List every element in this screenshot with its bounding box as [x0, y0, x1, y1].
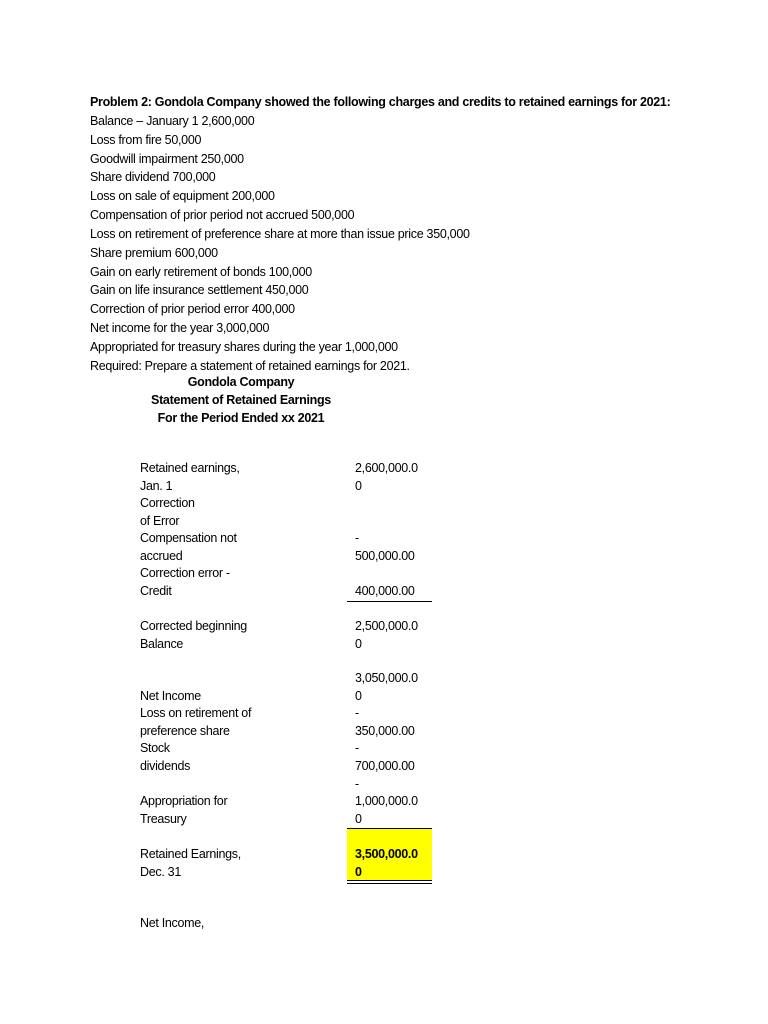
row-amount: 3,050,000.0 — [355, 671, 418, 685]
underline-rule — [347, 828, 432, 829]
row-label: Loss on retirement of — [140, 706, 252, 720]
row-dash: - — [355, 706, 359, 720]
row-label: preference share — [140, 724, 230, 738]
problem-item: Loss on retirement of preference share at more than issue price 350,000 — [90, 226, 470, 241]
statement-company: Gondola Company — [187, 375, 295, 389]
problem-item: Share dividend 700,000 — [90, 170, 216, 185]
statement-title: Statement of Retained Earnings — [151, 393, 331, 407]
row-label: Retained earnings, — [140, 461, 240, 475]
row-label: Treasury — [140, 812, 187, 826]
row-amount: 2,600,000.0 — [355, 461, 418, 475]
row-label: accrued — [140, 549, 183, 563]
row-amount: 2,500,000.0 — [355, 619, 418, 633]
row-label: of Error — [140, 514, 180, 528]
problem-item: Balance – January 1 2,600,000 — [90, 113, 255, 128]
row-dash: - — [355, 741, 359, 755]
problem-item: Gain on life insurance settlement 450,000 — [90, 283, 309, 298]
row-label: Balance — [140, 637, 184, 651]
underline-rule — [347, 601, 432, 602]
row-label: Correction — [140, 496, 195, 510]
row-amount: 0 — [355, 479, 362, 493]
problem-item: Correction of prior period error 400,000 — [90, 302, 295, 317]
problem-text — [90, 93, 750, 376]
row-label: Compensation not — [140, 531, 237, 545]
row-label: Stock — [140, 741, 170, 755]
row-amount: 350,000.00 — [355, 724, 415, 738]
row-amount: 400,000.00 — [355, 584, 415, 598]
problem-title: Problem 2: Gondola Company showed the following charges and credits to retained earnings for 2021: — [90, 95, 671, 109]
row-label: Dec. 31 — [140, 865, 181, 879]
problem-item: Appropriated for treasury shares during the year 1,000,000 — [90, 339, 398, 354]
problem-item: Loss on sale of equipment 200,000 — [90, 189, 275, 204]
row-amount: 0 — [355, 812, 362, 826]
problem-item: Compensation of prior period not accrued 500,000 — [90, 208, 355, 223]
row-label: Jan. 1 — [140, 479, 173, 493]
row-label: Appropriation for — [140, 794, 228, 808]
row-amount: 0 — [355, 689, 362, 703]
row-amount: 700,000.00 — [355, 759, 415, 773]
problem-item: Gain on early retirement of bonds 100,000 — [90, 264, 312, 279]
row-amount: 0 — [355, 637, 362, 651]
row-label: Retained Earnings, — [140, 847, 241, 861]
row-label: Net Income, — [140, 916, 205, 930]
row-label: Corrected beginning — [140, 619, 247, 633]
row-dash: - — [355, 531, 359, 545]
problem-item: Net income for the year 3,000,000 — [90, 321, 270, 336]
row-label: Credit — [140, 584, 172, 598]
problem-item: Loss from fire 50,000 — [90, 132, 202, 147]
row-amount: 500,000.00 — [355, 549, 415, 563]
row-label: Net Income — [140, 689, 201, 703]
problem-required: Required: Prepare a statement of retained earnings for 2021. — [90, 358, 410, 373]
problem-item: Share premium 600,000 — [90, 245, 218, 260]
total-amount: 3,500,000.0 — [355, 847, 418, 861]
row-dash: - — [355, 777, 359, 791]
row-label: dividends — [140, 759, 191, 773]
problem-item: Goodwill impairment 250,000 — [90, 151, 244, 166]
statement-period: For the Period Ended xx 2021 — [157, 411, 325, 425]
total-amount: 0 — [355, 865, 362, 879]
row-label: Correction error - — [140, 566, 230, 580]
row-amount: 1,000,000.0 — [355, 794, 418, 808]
double-underline-rule — [347, 880, 432, 884]
